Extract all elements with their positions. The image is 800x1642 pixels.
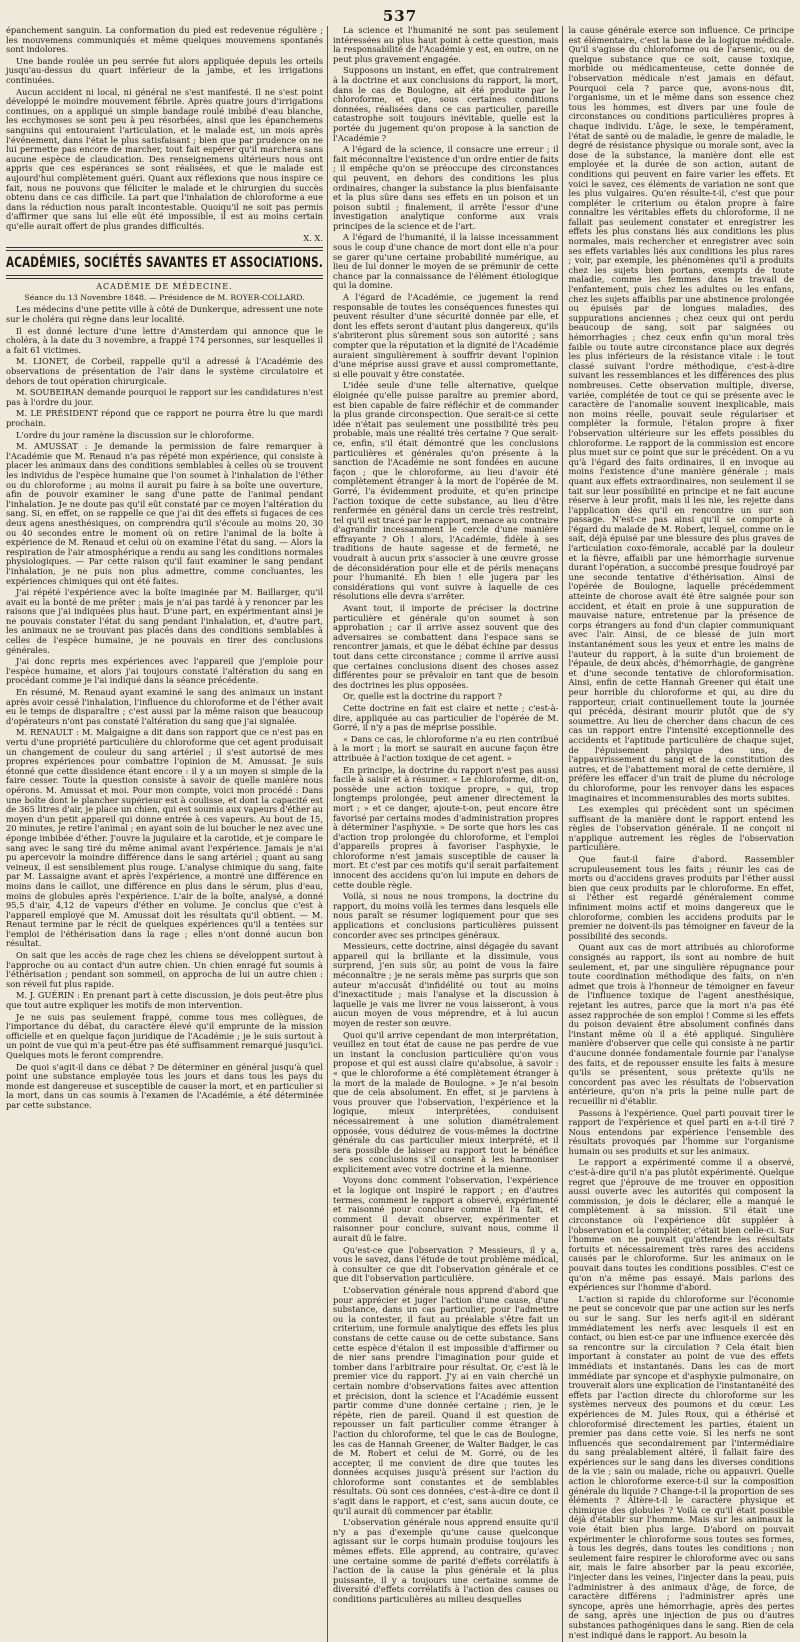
column-2 (333, 26, 559, 1642)
section-divider (6, 275, 323, 279)
paragraph: M. RENAULT : M. Malgaigne a dit dans son rapport que ce n'est pas en vertu d'une propriété particulière du chloroforme que cet agent produisait un changement de couleur du sang artériel ; il s'est autorisé de mes propres expériences pour combattre l'opinion de M. Amussat. Je suis étonné que cette dissidence étant encore : il y a un moyen si simple de la faire cesser. Toute la question consiste à savoir de quelle manière nous opérons. M. Amussat et moi. Pour mon compte, voici mon procédé : Dans une boîte dont le plancher supérieur est à coulisse, et dont la capacité est de 365 litres d'air, je place un chien, qui est soumis aux vapeurs d'éther au moyen d'un petit appareil qui donne entrée à ces vapeurs. Au bout de 15, 20 minutes, je retire l'animal ; en ayant soin de lui boucher le nez avec une éponge imbibée d'éther. J'ouvre la jugulaire et la carotide, et je compare le sang avec le sang tiré du même animal avant l'expérience. Jamais je n'ai pu apercevoir la moindre différence dans le sang artériel ; quant au sang veineux, il est sensiblement plus rouge. L'analyse chimique du sang, faite par M. Lassaigne avant et après l'expérience, a montré une différence en moins dans le caillot, une différence en plus dans le sérum, plus d'eau, moins de globules après l'expérience. L'air de la boîte, analysé, a donné 95,5 d'air, 4,12 de vapeurs d'éther en volume. Je conclus que c'est à l'appareil employé que M. Amussat doit les résultats qu'il obtient. — M. Renaut termine par le récit de quelques expériences qu'il a tentées sur l'emploi de l'éthérisation dans la rage ; elles n'ont donné aucun bon résultat. (6, 727, 323, 949)
paragraph: Qu'est-ce que l'observation ? Messieurs, il y a, vous le savez, dans l'étude de tout problème médical, à consulter ce que dit l'observation générale et ce que dit l'observation particulière. (332, 1244, 559, 1284)
paragraph: L'observation générale nous apprend ensuite qu'il n'y a pas d'exemple qu'une cause quelconque agissant sur le corps humain produise toujours les mêmes effets. Elle apprend, au contraire, qu'avec une certaine somme de parité d'effets corrélatifs à l'action de la cause la plus générale et la plus puissante, il y a toujours une certaine somme de diversité d'effets corrélatifs à l'action des causes ou conditions particulières au milieu desquelles (332, 1517, 559, 1604)
paragraph: Voilà, si nous ne nous trompons, la doctrine du rapport, du moins voilà les termes dans lesquels elle nous paraît se résumer logiquement pour que ses applications et conclusions particulières puissent concorder avec ses principes généraux. (332, 891, 559, 940)
paragraph: A l'égard de la science, il consacre une erreur ; il fait méconnaître l'existence d'un ordre entier de faits ; il empêche qu'on se préoccupe des circonstances qui peuvent, en dehors des conditions les plus ordinaires, changer la substance la plus bienfaisante et la plus sûre dans ses effets en un poison et un poison subtil ; finalement, il arrête l'essor d'une investigation analytique conforme aux vrais principes de la science et de l'art. (332, 144, 559, 231)
page-number: 537 (382, 7, 418, 25)
paragraph: Avant tout, il importe de préciser la doctrine particulière et générale qu'on soumet à son approbation ; car il arrive assez souvent que des adversaires se combattent dans l'espace sans se rencontrer jamais, et que le débat échine par dessus tout dans cette circonstance ; comme il arrive aussi que certaines conclusions disent des choses assez différentes pour se prêvaloir en tant que de besoin des doctrines les plus opposées. (332, 603, 559, 690)
paragraph: L'observation générale nous apprend d'abord que pour apprécier et juger l'action d'une cause, d'une substance, dans un cas particulier, pour l'admettre ou la contester, il faut au préalable s'être fait un criterium, une formule analytique des effets les plus constans de cette cause ou de cette substance. Sans cette espèce d'étalon il est impossible d'affirmer ou de nier sans prendre l'imagination pour guide et tomber dans l'arbitraire pour résultat. Or, c'est là le premier vice du rapport. J'y ai en vain cherché un certain nombre d'observations faites avec attention et précision, dont la science et l'Académie eussent partir comme d'une donnée certaine ; rien, je le répète, rien de pareil. Quand il est question de repousser un fait particulier comme étranger à l'action du chloroforme, tel que le cas de Boulogne, les cas de Hannah Greener, de Walter Badger, le cas de M. Robert et celui de M. Gorré, ou de les accepter, il me convient de dire que toutes les données acquises jusqu'à présent sur l'action du chloroforme sont constantes et de semblables résultats. Où sont ces données, c'est-à-dire ce dont il s'agit dans le rapport, et c'est, sans aucun doute, ce qu'il aurait dû commencer par établir. (332, 1285, 559, 1516)
paragraph: M. LIONET, de Corbeil, rappelle qu'il a adressé à l'Académie des observations de présentation de l'air dans le système circulatoire et dehors de tout opération chirurgicale. (6, 356, 323, 386)
paragraph: Passons à l'expérience. Quel parti pouvait tirer le rapport de l'expérience et quel parti en a-t-il tiré ? Nous entendons par expérience l'ensemble des résultats provoqués par l'homme sur l'organisme humain ou ses produits et sur les animaux. (568, 1107, 794, 1156)
paragraph: A l'égard de l'humanité, il la laisse incessamment sous le coup d'une chance de mort dont elle n'a pour se garer qu'une certaine probabilité numérique, au lieu de lui donner le moyen de se prémunir de cette chance par la connaissance de l'élément étiologique qui la domine. (332, 232, 559, 291)
paragraph: Supposons un instant, en effet, que contrairement à la doctrine et aux conclusions du rapport, la mort, dans le cas de Boulogne, ait été produite par le chloroforme, et que, sous certaines conditions données, réalisées dans ce cas particulier, pareille catastrophe soit toujours inévitable, quelle est la portée du jugement qu'on propose à la sanction de l'Académie ? (332, 65, 559, 143)
paragraph: L'ordre du jour ramène la discussion sur le chloroforme. (16, 429, 255, 440)
paragraph: M. J. GUÉRIN : En prenant part à cette discussion, je dois peut-être plus que tout autre expliquer les motifs de mon intervention. (6, 990, 323, 1011)
paragraph: la cause générale exerce son influence. Ce principe est élémentaire, c'est la base de la logique médicale. Qu'il s'agisse du chloroforme ou de l'arsenic, ou de quelque substance que ce soit, cause toxique, morbide ou médicamenteuse, cette donnée de l'observation médicale n'est jamais en défaut. Pourquoi cela ? parce que, avons-nous dit, l'organisme, un et le même dans son essence chez tous les hommes, est divers par une foule de circonstances ou conditions particulières propres à chaque individu. L'âge, le sexe, le tempérament, l'état de santé ou de maladie, le genre de maladie, le degré de résistance physique ou morale sont, avec la dose de la substance, la manière dont elle est employée et la durée de son action, autant de conditions qui peuvent en faire varier les effets. Et voici le savez, ces éléments de variation ne sont que les plus vulgaires. Qu'en résulte-t-il, c'est que pour compléter le criterium ou étalon propre à faire connaître les véritables effets du chloroforme, il ne fallait pas seulement constater et enregistrer les effets les plus constans liés aux conditions les plus normales, mais rechercher et enregistrer avec soin ses effets variables liés aux conditions les plus rares ; voir, par exemple, les phénomènes qu'il a produits chez les sujets bien portans, exempts de toute maladie, comme les femmes dans le travail de l'enfantement, puis chez les adultes ou les enfans, chez les sujets affaiblis par une abstinence prolongée ou épuisés par de longues maladies, des suppurations anciennes ; chez ceux qui ont perdu beaucoup de sang, soit par saignées ou hémorrhagies ; chez ceux enfin qu'un moral très faible ou toute autre circonstance place aux degrés les plus inférieurs de la résistance vitale : le tout classé suivant l'ordre méthodique, c'est-à-dire suivant les ressemblances et les différences des plus nombreuses. Cette observation multiple, diverse, variée, complétée de tout ce qui se présente avec le caractère de l'anomalie souvent inexplicable, mais non moins réelle, pouvait seule régulariser et compléter la formule, l'étalon propre à fixer l'observation ultérieure sur les effets possibles du chloroforme. Le rapport de la commission est encore plus muet sur ce point que sur le précédent. On a vu qu'à l'égard des faits ordinaires, il en invoque au moins l'existence d'une manière générale ; mais quant aux effets extraordinaires, non seulement il se tait sur leur possibilité en principe et ne fait aucune réserve à leur profit, mais il les nie, les rejette dans l'application dès qu'il en rencontre un sur son passage. N'est-ce pas ainsi qu'il se comporte à l'égard du malade de M. Robert, lequel, comme on le sait, déjà épuisé par une blessure des plus graves de l'articulation coxo-fémorale, accablé par la douleur et la fièvre, affaibli par une hémorrhagie survenue durant l'opération, a succombé presque foudroyé par une seconde tentative d'éthérisation. Ainsi de l'opérée de Boulogne, laquelle précédemment atteinte de chorose avait été être saignée pour son accident, et était en proie à une suppuration de mauvaise nature, entretenue par la présence de corps étrangers au fond d'un clapier communiquant avec l'air. Ainsi, de ce blessé de juin mort instantanément sous les yeux et entre les mains de l'auteur du rapport, à la suite d'un broiement de l'épaule, de deux abcès, d'hémorrhagie, de gangrène et d'une seconde tentative de chloroformisation. Ainsi, enfin de cette Hannah Greener qui était une peur horrible du chloroforme et qui, au dire du rapporteur, criait continuellement toute la journée qui précéda, désirant mourir plutôt que de s'y soumettre. Au lieu de chercher dans chacun de ces cas un rapport entre l'intensité exceptionnelle des accidents et l'aptitude particulière de chaque sujet, de l'épuisement physique des uns, de l'appauvrissement du sang et de la constitution des autres, et de l'abattement moral de cette dernière, il préfère les effacer d'un trait de plume du nécrologe du chloroforme, pour les renvoyer dans les espaces imaginaires et incommensurables des morts subites. (568, 25, 794, 803)
paragraph: Le rapport a expérimenté comme il a observé, c'est-à-dire qu'il n'a pas plutôt expérimenté. Quelque regret que j'éprouve de me trouver en opposition aussi ouverte avec les autorités qui composent la commission, je dois le déclarer, elle a manqué le complètement à sa mission. S'il était une circonstance où l'expérience dût suppléer à l'observation et la compléter, c'était bien celle-ci. Sur l'homme on ne pouvait qu'attendre les résultats fortuits et nécessairement très rares des accidens causés par le chloroforme. Sur les animaux on le pouvait dans toutes les conditions possibles. C'est ce qu'on n'a même pas essayé. Mais parlons des expériences sur l'homme d'abord. (568, 1157, 794, 1293)
paragraph: M. LE PRÉSIDENT répond que ce rapport ne pourra être lu que mardi prochain. (6, 408, 323, 428)
paragraph: Messieurs, cette doctrine, ainsi dégagée du savant appareil qui la brillante et la dissimule, vous surprend, j'en suis sûr, au point de vous la faire méconnaître ; je ne serais même pas surpris que son auteur m'accusât d'infidélité ou tout au moins d'inexactitude ; mais l'analyse et la discussion à laquelle je vais me livrer ne vous laisseront, à vous aucun moyen de vous méprendre, et à lui aucun moyen de rester son œuvre. (332, 941, 559, 1028)
paragraph: La science et l'humanité ne sont pas seulement intéressées au plus haut point à cette question, mais la responsabilité de l'Académie y est, en outre, on ne peut plus gravement engagée. (332, 25, 559, 64)
paragraph: Il est donné lecture d'une lettre d'Amsterdam qui annonce que le choléra, à la date du 3 novembre, a frappé 174 personnes, sur lesquelles il a fait 61 victimes. (6, 325, 323, 355)
paragraph: M. SOUBEIRAN demande pourquoi le rapport sur les candidatures n'est pas à l'ordre du jour. (6, 387, 323, 407)
column-1 (6, 26, 323, 1642)
paragraph: En résumé, M. Renaud ayant examiné le sang des animaux un instant après avoir cessé l'inhalation, l'influence du chloroforme et de l'éther avait eu le temps de disparaître ; c'est aussi par la même raison que beaucoup d'opérateurs n'ont pas constaté l'altération du sang que j'ai signalée. (6, 687, 323, 726)
paragraph: En principe, la doctrine du rapport n'est pas aussi facile à saisir et à résumer. « Le chloroforme, dit-on, possède une action toxique propre, » qui, trop longtemps prolongée, peut amener directement la mort ; » et ce danger, ajoute-t-on, peut encore être favorisé par certains modes d'administration propres à déterminer l'asphyxie. » De sorte que hors les cas d'action trop prolongée du chloroforme, et l'emploi d'appareils propres à favoriser l'asphyxie, le chloroforme n'est jamais susceptible de causer la mort. Et c'est par ces motifs qu'il serait parfaitement innocent des accidens qu'on lui impute en dehors de cette double règle. (332, 764, 559, 890)
paragraph: De quoi s'agit-il dans ce débat ? De déterminer en général jusqu'à quel point une substance employée tous les jours et dans tous les pays du monde est dangereuse et susceptible de causer la mort, et en particulier si la mort, dans un cas soumis à l'examen de l'Académie, a été déterminée par cette substance. (6, 1061, 323, 1110)
paragraph: L'idée seule d'une telle alternative, quelque éloignée qu'elle puisse paraître au premier abord, est bien capable de faire réfléchir et de commander la plus grande circonspection. Que serait-ce si cette idée n'était pas seulement une possibilité très peu probable, mais une réalité très certaine ? Que serait-ce, enfin, s'il était démontré que les conclusions particulières et générales qu'on présente à la sanction de l'Académie ne sont fondées en aucune façon ; que le chloroforme, au lieu d'avoir été complètement étranger à la mort de l'opérée de M. Gorré, l'a évidemment produite, et qu'en principe l'action toxique de cette substance, au lieu d'être renfermée en général dans un cercle très restreint, tel qu'il est tracé par le rapport, menace au contraire d'agrandir incessamment le cercle d'une manière effrayante ? Oh ! alors, l'Académie, fidèle à ses traditions de haute sagesse et de fermeté, ne voudrait à aucun prix s'associer à une œuvre grosse de déconsidération pour elle et de périls menaçans pour l'humanité. Eh bien ! elle jugera par les considérations qui vont suivre à laquelle de ces résolutions elle devra s'arrêter. (332, 380, 559, 602)
section-divider (6, 247, 323, 251)
author-signature: X. X. (303, 233, 323, 244)
paragraph: Les exemples qui précèdent sont un spécimen suffisant de la manière dont le rapport entend les règles de l'observation générale. Il ne conçoit ni n'applique autrement les règles de l'observation particulière. (568, 804, 794, 853)
paragraph: A l'égard de l'Académie, ce jugement la rend responsable de toutes les conséquences funestes qui peuvent résulter d'une sécurité donnée par elle, et dont les effets seront d'autant plus dangereux, qu'ils s'abriteront plus sûrement sous son autorité ; sans compter que la réputation et la dignité de l'Académie auraient singulièrement à souffrir devant l'opinion d'une méprise aussi grave et aussi compromettante, si elle pouvait y être constatée. (332, 292, 559, 379)
column-3 (568, 26, 794, 1642)
paragraph: Or, quelle est la doctrine du rapport ? (342, 691, 502, 702)
paragraph: Voyons donc comment l'observation, l'expérience et la logique ont inspiré le rapport ; en d'autres termes, comment le rapport a observé, expérimenté et raisonné pour conclure comme il l'a fait, et comment il devait observer, expérimenter et raisonner pour conclure, suivant nous, comme il aurait dû le faire. (332, 1175, 559, 1244)
columns (6, 25, 794, 1640)
paragraph: Aucun accident ni local, ni général ne s'est manifesté. Il ne s'est point développé le moindre mouvement fébrile. Après quatre jours d'irrigations continues, on a appliqué un simple bandage roulé imbibé d'eau blanche, les ecchymoses se sont peu à peu résorbées, ainsi que les épanchemens sanguins qui entouraient l'articulation, et le malade est, un mois après l'événement, dans l'état le plus satisfaisant ; bien que par prudence on ne lui permette pas encore de marcher, tout fait espérer qu'il marchera sans aucune espèce de claudication. Des renseignemens ultérieurs nous ont appris que ces espérances se sont réalisées, et que le malade est aujourd'hui complètement guéri. Quant aux réflexions que nous inspire ce fait, nous ne pouvons que féliciter le malade et le chirurgien du succès obtenu dans ce cas difficile. La part que l'inhalation de chloroforme a eue dans la réduction nous paraît incontestable. Quoiqu'il ne soit pas permis d'affirmer que sans lui elle eût été impossible, il est au moins certain qu'elle aurait offert de plus grandes difficultés. (6, 86, 323, 231)
session-line: Séance du 13 Novembre 1848. — Présidence de M. ROYER-COLLARD. (24, 293, 305, 303)
paragraph: On sait que les accès de rage chez les chiens se développent surtout à l'approche ou au contact d'un autre chien. Un chien enragé fut soumis à l'éthérisation ; pendant son sommeil, on approcha de lui un autre chien : son réveil fut plus rapide. (6, 950, 323, 989)
subsection-title: ACADÉMIE DE MÉDECINE. (96, 282, 233, 292)
paragraph: « Dans ce cas, le chloroforme n'a eu rien contribué à la mort ; la mort se saurait en aucune façon être attribuée à l'action toxique de cet agent. » (332, 733, 559, 763)
paragraph: Cette doctrine en fait est claire et nette ; c'est-à-dire, appliquée au cas particulier de l'opérée de M. Gorré, il n'y a pas de méprise possible. (332, 702, 559, 733)
paragraph: M. AMUSSAT : Je demande la permission de faire remarquer à l'Académie que M. Renaud n'a pas répété mon expérience, qui consiste à placer les animaux dans des conditions semblables à celles où se trouvent les individus de l'espèce humaine que l'on soumet à l'inhalation de l'éther ou du chloroforme ; au moins il aurait pu faire à sa boîte une ouverture, afin de pouvoir examiner le sang d'une patte de l'animal pendant l'inhalation. Je ne doute pas qu'il eût constaté par ce moyen l'altération du sang. Si, en effet, on se rappelle ce que j'ai dit des effets si fugaces de ces deux agens anesthésiques, on comprendra qu'il s'écoule au moins 20, 30 ou 40 secondes entre le moment où on retire l'animal de la boîte à expérience de M. Renaud et celui où on examine l'état du sang. — Alors la respiration de l'air atmosphérique a rendu au sang les conditions normales physiologiques. — Par cette raison qu'il faut examiner le sang pendant l'inhalation, je ne puis non plus admettre, comme concluantes, les expériences chimiques qui ont été faites. (6, 441, 323, 586)
paragraph: J'ai donc repris mes expériences avec l'appareil que j'emploie pour l'espèce humaine, et alors j'ai toujours constaté l'altération du sang en procédant comme je l'ai indiqué dans la séance précédente. (6, 656, 323, 686)
paragraph: épanchement sanguin. La conformation du pied est redevenue régulière ; les mouvemens communiqués et même quelques mouvemens spontanés sont indolores. (6, 25, 323, 55)
section-title: ACADÉMIES, SOCIÉTÉS SAVANTES ET ASSOCIATIONS. (6, 255, 323, 272)
paragraph: Je ne suis pas seulement frappé, comme tous mes collègues, de l'importance du débat, du caractère élevé qu'il emprunte de la mission officielle et en quelque façon juridique de l'Académie ; je le suis surtout à un point de vue qui m'a peut-être pas été suffisamment remarqué jusqu'ici. Quelques mots le feront comprendre. (6, 1011, 323, 1060)
paragraph: Quant aux cas de mort attribués au chloroforme consignés au rapport, ils sont au nombre de huit seulement, et, par une singulière répugnance pour toute coordination méthodique des faits, on n'en admet que trois à l'honneur de témoigner en faveur de l'influence toxique de l'agent anesthésique, rejetant les autres, parce que la mort n'a pas été assez rapprochée de son emploi ! Comme si les effets du poison devaient être absolument confinés dans l'instant même où il a été appliqué. Singulière manière d'observer que celle qui consiste à ne partir d'aucune donnée fondamentale fournie par l'analyse des faits, et de repousser ensuite les faits à mesure qu'ils se présentent, sous prétexte qu'ils ne concordent pas avec les résultats de l'observation antérieure, qu'on n'a pris la peine nulle part de recueillir ni d'établir. (568, 942, 794, 1106)
paragraph: Les médecins d'une petite ville à côté de Dunkerque, adressent une note sur le choléra qui règne dans leur localité. (6, 304, 323, 325)
paragraph: Que faut-il faire d'abord. Rassembler scrupuleusement tous les faits ; réunir les cas de morts ou d'accidens graves produits par l'éther aussi bien que ceux produits par le chloroforme. En effet, si l'éther est regardé généralement comme infiniment moins actif et moins dangereux que le chloroforme, combien les accidens produits par le premier ne doivent-ils pas témoigner en faveur de la possibilité des seconds. (568, 854, 794, 941)
paragraph: J'ai répété l'expérience avec la boîte imaginée par M. Baillarger, qu'il avait eu la bonté de me prêter ; mais je n'ai pas tardé à y renoncer par les raisons que j'ai indiquées plus haut. D'une part, en expérimentant ainsi je ne pouvais constater l'état du sang pendant l'inhalation, et, d'autre part, les animaux ne se trouvant pas placés dans des conditions semblables à celles de l'espèce humaine, je ne pouvais en tirer des conclusions générales. (6, 587, 323, 655)
paragraph: L'action si rapide du chloroforme sur l'économie ne peut se concevoir que par une action sur les nerfs ou sur le sang. Sur les nerfs agit-il en sidérant immédiatement les nerfs avec lesquels il est en contact, ou bien est-ce par une influence exercée dès sa rencontre sur la circulation ? Cela était bien important à constater au point de vue des effets immédiats et instantanés. Dans les cas de mort immédiate par syncope et d'asphyxie pulmonaire, on trouverait alors une explication de l'instantanéité des effets par l'action directe du chloroforme sur les systèmes nerveux des poumons et du cœur. Les expériences de M. Jules Roux, qui a éthérisé et chloroformisé directement les parties, étaient un premier pas dans cette voie. Si les nerfs ne sont influencés que secondairement par l'intermédiaire du sang préalablement altéré, il fallait faire des expériences sur le sang dans les diverses conditions de la vie ; sain ou malade, riche ou appauvri. Quelle action le chloroforme exerce-t-il sur la composition générale du liquide ? Change-t-il la proportion de ses éléments ? Altère-t-il le caractère physique et chimique des globules ? Voilà ce qu'il était possible déjà d'établir sur l'homme. Mais sur les animaux la voie était bien plus large. D'abord on pouvait expérimenter le chloroforme sous toutes ses formes, à tous les degrés, dans toutes les conditions ; non seulement faire respirer le chloroforme avec ou sans air, mais le faire absorber par la peau excoriée, l'injecter dans les veines, l'injecter dans la peau, puis l'administrer à des animaux d'âge, de force, de caractère différens ; l'administrer après une syncope, après une hémorrhagie, après des pertes de sang, après une injection de pus ou d'autres substances pathogéniques dans le sang. Rien de cela n'est indiqué dans le rapport. Au besoin la (568, 1293, 794, 1640)
paragraph: Quoi qu'il arrive cependant de mon interprétation, veuillez en tout état de cause ne pas perdre de vue un instant la conclusion particulière qu'on vous propose et qui est aussi claire qu'absolue, à savoir : « que le chloroforme a été complètement étranger à la mort de la malade de Boulogne. » Je n'ai besoin que de cela absolument. En effet, si je parviens à vous prouver que l'observation, l'expérience et la logique, mieux interprétées, conduisent nécessairement à une solution diamétralement opposée, vous déduirez de vous-mêmes la doctrine générale du cas particulier mieux interprété, et il sera possible de laisser au rapport tout le bénéfice de ses conclusions s'il consent à les harmoniser explicitement avec votre doctrine et la mienne. (332, 1029, 559, 1174)
paragraph: Une bande roulée un peu serrée fut alors appliquée depuis les orteils jusqu'au-dessus du quart inférieur de la jambe, et les irrigations continuées. (6, 55, 323, 85)
